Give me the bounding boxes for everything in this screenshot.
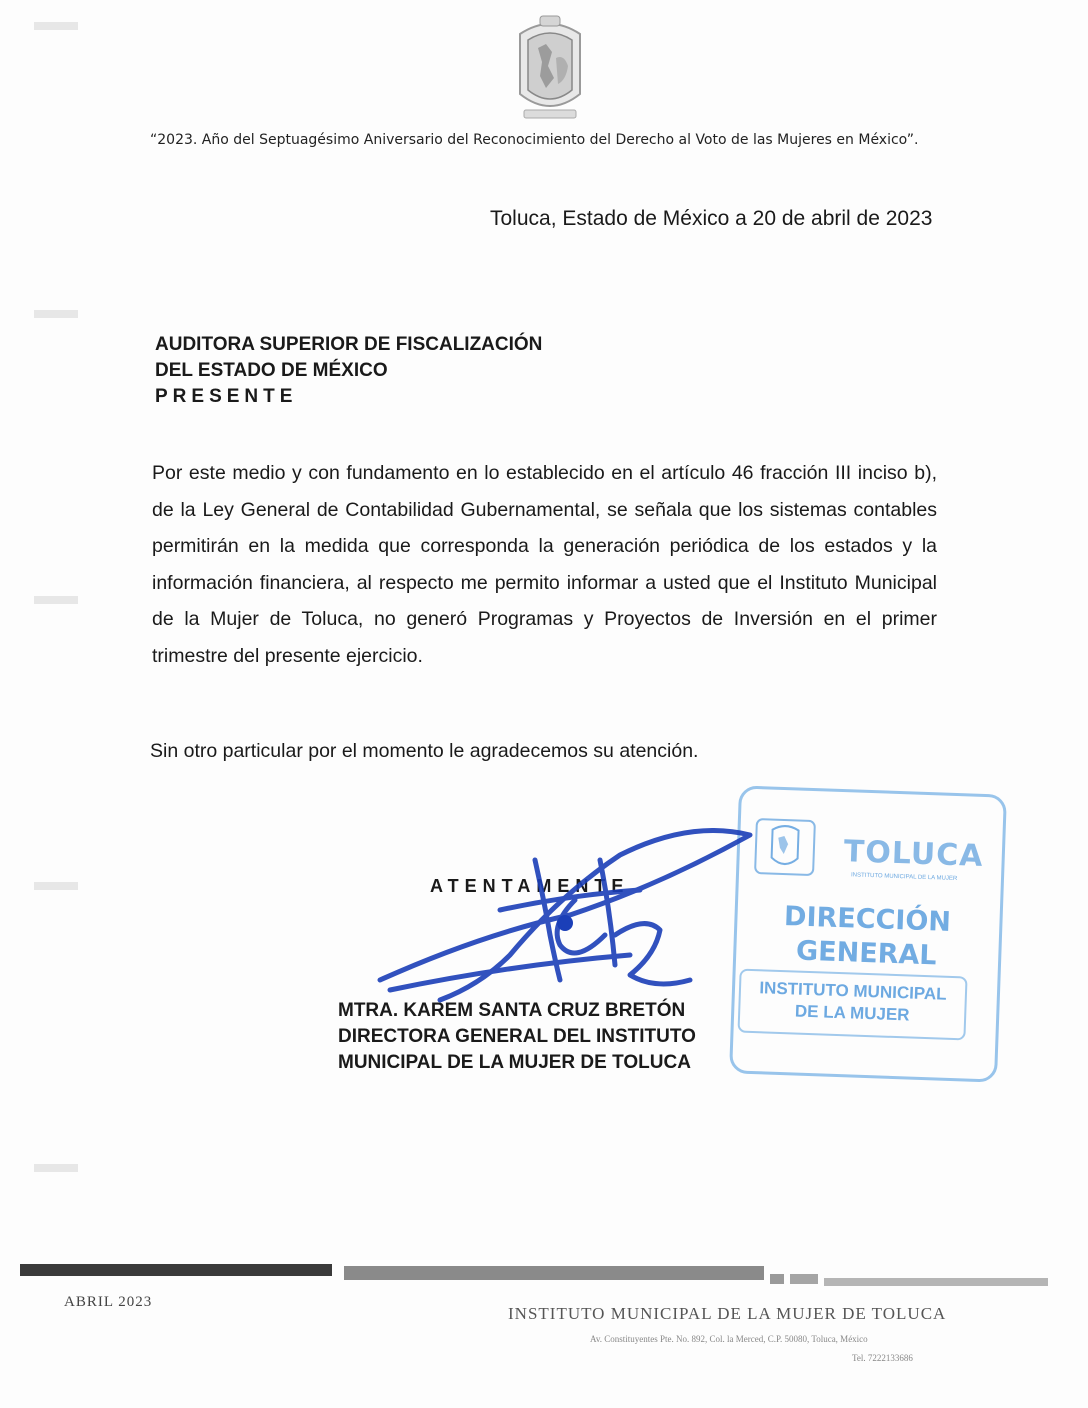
footer-divider xyxy=(20,1262,1048,1292)
signer-title-1: DIRECTORA GENERAL DEL INSTITUTO xyxy=(338,1026,696,1047)
signer-title-2: MUNICIPAL DE LA MUJER DE TOLUCA xyxy=(338,1052,691,1073)
header-motto: “2023. Año del Septuagésimo Aniversario del Reconocimiento del Derecho al Voto de las Mujeres en México”. xyxy=(150,132,919,148)
signer-name: MTRA. KAREM SANTA CRUZ BRETÓN xyxy=(338,1000,686,1021)
stamp-inner-box xyxy=(737,969,967,1041)
body-paragraph: Por este medio y con fundamento en lo establecido en el artículo 46 fracción III inciso b), de la Ley General de Contabilidad Gubernamental, se señala que los sistemas contables permitirán en la medida que corresponda la generación periódica de los estados y la información financiera, al respecto me permito informar a usted que el Instituto Municipal de la Mujer de Toluca, no generó Programas y Proyectos de Inversión en el primer trimestre del presente ejercicio. xyxy=(152,462,937,667)
margin-mark xyxy=(34,310,78,318)
footer-organization: INSTITUTO MUNICIPAL DE LA MUJER DE TOLUCA xyxy=(508,1304,947,1323)
stamp-dept-line-1: DIRECCIÓN xyxy=(783,901,952,938)
recipient-block xyxy=(155,332,542,410)
recipient-line-3: PRESENTE xyxy=(155,386,298,407)
sign-off: ATENTAMENTE xyxy=(430,876,630,896)
recipient-line-2: DEL ESTADO DE MÉXICO xyxy=(155,360,388,381)
handwritten-signature xyxy=(360,815,770,1015)
stamp-inner-line-2: DE LA MUJER xyxy=(794,1001,910,1025)
stamp-brand-sub: INSTITUTO MUNICIPAL DE LA MUJER xyxy=(850,872,958,883)
official-stamp xyxy=(729,785,1007,1082)
date-line: Toluca, Estado de México a 20 de abril de 2023 xyxy=(490,207,933,230)
margin-mark xyxy=(34,22,78,30)
recipient-line-1: AUDITORA SUPERIOR DE FISCALIZACIÓN xyxy=(155,334,543,355)
margin-mark xyxy=(34,596,78,604)
margin-mark xyxy=(34,882,78,890)
margin-mark xyxy=(34,1164,78,1172)
closing-line: Sin otro particular por el momento le agradecemos su atención. xyxy=(150,740,699,762)
stamp-brand: TOLUCA xyxy=(843,834,984,874)
stamp-dept-line-2: GENERAL xyxy=(795,935,938,972)
footer-telephone: Tel. 7222133686 xyxy=(852,1353,913,1363)
coat-of-arms-icon xyxy=(510,14,590,124)
footer-month: ABRIL 2023 xyxy=(64,1294,153,1310)
stamp-department xyxy=(766,899,968,974)
stamp-inner-line-1: INSTITUTO MUNICIPAL xyxy=(759,978,947,1004)
footer-address: Av. Constituyentes Pte. No. 892, Col. la Merced, C.P. 50080, Toluca, México xyxy=(590,1334,868,1344)
